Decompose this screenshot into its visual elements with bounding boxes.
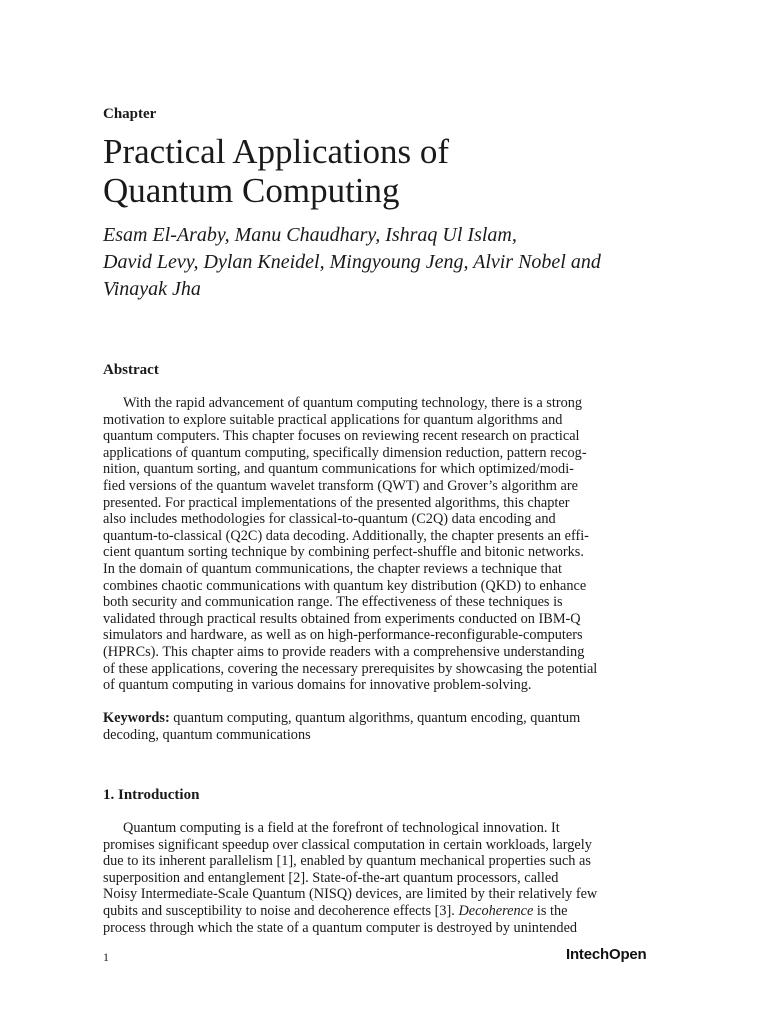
text-line: quantum computers. This chapter focuses on reviewing recent research on practical	[103, 428, 580, 445]
emphasized-term: Decoherence	[458, 902, 534, 919]
chapter-title-line: Practical Applications of	[103, 132, 450, 171]
text-line: due to its inherent parallelism [1], enabled by quantum mechanical properties such as	[103, 853, 591, 870]
text-line: superposition and entanglement [2]. State-of-the-art quantum processors, called	[103, 869, 559, 886]
text-line	[103, 903, 663, 920]
text-line: applications of quantum computing, specifically dimension reduction, pattern recog-	[103, 444, 587, 461]
text-fragment: is the	[533, 902, 568, 919]
text-line: validated through practical results obtained from experiments conducted on IBM-Q	[103, 610, 581, 627]
text-line: Quantum computing is a field at the forefront of technological innovation. It	[123, 820, 560, 836]
author-line: Vinayak Jha	[103, 278, 201, 300]
chapter-title	[103, 132, 663, 210]
page-number: 1	[103, 950, 109, 964]
text-line: also includes methodologies for classical-to-quantum (C2Q) data encoding and	[103, 511, 556, 528]
text-line: of quantum computing in various domains for innovative problem-solving.	[103, 677, 532, 694]
text-line: presented. For practical implementations of the presented algorithms, this chapter	[103, 494, 570, 511]
text-line: With the rapid advancement of quantum computing technology, there is a strong	[123, 395, 583, 411]
author-line: David Levy, Dylan Kneidel, Mingyoung Jeng, Alvir Nobel and	[103, 251, 601, 273]
text-line: Noisy Intermediate-Scale Quantum (NISQ) devices, are limited by their relatively few	[103, 886, 598, 903]
publisher-logo: IntechOpen	[566, 946, 647, 963]
text-line: (HPRCs). This chapter aims to provide readers with a comprehensive understanding	[103, 643, 585, 660]
text-line: simulators and hardware, as well as on high-performance-reconfigurable-computers	[103, 627, 583, 644]
introduction-paragraph	[103, 820, 663, 936]
text-line: quantum-to-classical (Q2C) data decoding. Additionally, the chapter presents an effi-	[103, 527, 589, 544]
text-line: fied versions of the quantum wavelet transform (QWT) and Grover’s algorithm are	[103, 477, 578, 494]
text-line: motivation to explore suitable practical applications for quantum algorithms and	[103, 411, 563, 428]
author-line: Esam El-Araby, Manu Chaudhary, Ishraq Ul Islam,	[103, 224, 517, 246]
text-line: cient quantum sorting technique by combining perfect-shuffle and bitonic networks.	[103, 544, 584, 561]
text-line: process through which the state of a quantum computer is destroyed by unintended	[103, 919, 578, 936]
text-line: decoding, quantum communications	[103, 726, 311, 743]
abstract-paragraph	[103, 395, 663, 694]
text-line: of these applications, covering the necessary prerequisites by showcasing the potential	[103, 660, 598, 677]
keywords-label: Keywords:	[103, 710, 170, 726]
keywords-values: quantum computing, quantum algorithms, quantum encoding, quantum	[169, 710, 581, 726]
text-line: both security and communication range. The effectiveness of these techniques is	[103, 594, 563, 611]
introduction-heading: 1. Introduction	[103, 787, 200, 803]
keywords-block	[103, 710, 663, 743]
text-line: combines chaotic communications with quantum key distribution (QKD) to enhance	[103, 577, 587, 594]
text-line: nition, quantum sorting, and quantum communications for which optimized/modi-	[103, 461, 574, 478]
text-fragment: qubits and susceptibility to noise and decoherence effects [3].	[103, 902, 459, 919]
chapter-title-line: Quantum Computing	[103, 171, 400, 210]
chapter-label: Chapter	[103, 106, 157, 122]
text-line: promises significant speedup over classical computation in certain workloads, largely	[103, 836, 592, 853]
author-list	[103, 222, 663, 303]
abstract-heading: Abstract	[103, 362, 159, 378]
text-line: In the domain of quantum communications, the chapter reviews a technique that	[103, 560, 562, 577]
text-line	[103, 710, 663, 727]
